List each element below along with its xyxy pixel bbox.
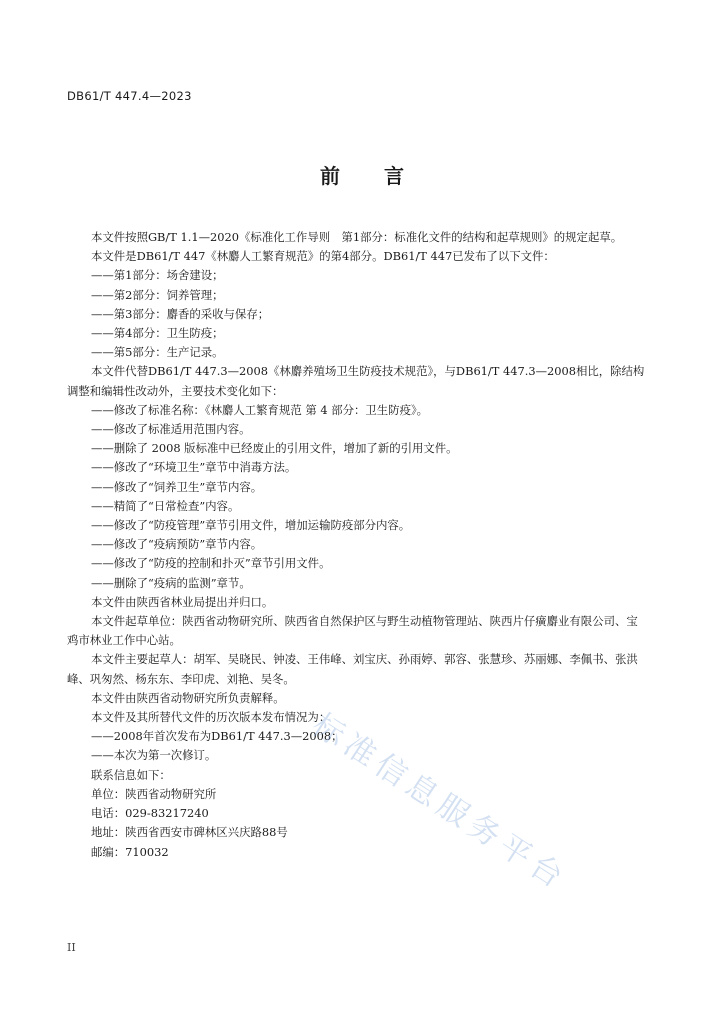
list-item: ——第3部分：麝香的采收与保存； (91, 306, 270, 321)
list-item: ——第2部分：饲养管理； (91, 287, 224, 302)
paragraph-part-of-series: 本文件是DB61/T 447《林麝人工繁育规范》的第4部分。DB61/T 447已发布了以下文件： (91, 249, 555, 264)
contact-phone: 电话：029-83217240 (91, 806, 209, 821)
contact-address: 地址：陕西省西安市碑林区兴庆路88号 (91, 825, 288, 840)
paragraph-replaces: 本文件代替DB61/T 447.3—2008《林麝养殖场卫生防疫技术规范》，与DB61/T 447.3—2008相比，除结构调整和编辑性改动外，主要技术变化如下： (67, 364, 645, 398)
page-number: II (67, 941, 76, 954)
list-item: ——第5部分：生产记录。 (91, 345, 224, 360)
list-item: ——修改了标准名称：《林麝人工繁育规范 第 4 部分：卫生防疫》。 (91, 402, 429, 417)
document-code: DB61/T 447.4—2023 (67, 89, 192, 103)
list-item: ——第4部分：卫生防疫； (91, 326, 224, 341)
list-item: ——删除了“疫病的监测”章节。 (91, 575, 251, 590)
list-item: ——修改了“饲养卫生”章节内容。 (91, 479, 263, 494)
contact-heading: 联系信息如下： (91, 767, 171, 782)
list-item: ——修改了“防疫管理”章节引用文件，增加运输防疫部分内容。 (91, 518, 411, 533)
page-title: 前言 (320, 164, 448, 188)
list-item: ——删除了 2008 版标准中已经废止的引用文件，增加了新的引用文件。 (91, 441, 458, 456)
contact-postcode: 邮编：710032 (91, 844, 169, 859)
paragraph-drafters: 本文件主要起草人：胡军、吴晓民、钟凌、王伟峰、刘宝庆、孙雨婷、郭容、张慧珍、苏丽娜、李佩书、张洪峰、巩匆然、杨东东、李印虎、刘艳、吴冬。 (67, 652, 638, 686)
watermark: 标准信息服务平台 (306, 706, 574, 899)
list-item: ——修改了“防疫的控制和扑灭”章节引用文件。 (91, 556, 331, 571)
paragraph-interpretation: 本文件由陕西省动物研究所负责解释。 (91, 690, 285, 705)
list-item: ——2008年首次发布为DB61/T 447.3—2008； (91, 729, 343, 744)
list-item: ——修改了标准适用范围内容。 (91, 422, 251, 437)
list-item: ——本次为第一次修订。 (91, 748, 217, 763)
list-item: ——修改了“环境卫生”章节中消毒方法。 (91, 460, 297, 475)
paragraph-drafting-units: 本文件起草单位：陕西省动物研究所、陕西省自然保护区与野生动植物管理站、陕西片仔癀麝业有限公司、宝鸡市林业工作中心站。 (67, 614, 638, 648)
list-item: ——修改了“疫病预防”章节内容。 (91, 537, 263, 552)
paragraph-drafting-rules: 本文件按照GB/T 1.1—2020《标准化工作导则 第1部分：标准化文件的结构和起草规则》的规定起草。 (91, 230, 623, 244)
contact-unit: 单位：陕西省动物研究所 (91, 786, 217, 801)
list-item: ——精简了“日常检查”内容。 (91, 498, 240, 513)
list-item: ——第1部分：场舍建设； (91, 268, 224, 283)
paragraph-proposed-by: 本文件由陕西省林业局提出并归口。 (91, 594, 274, 609)
paragraph-history: 本文件及其所替代文件的历次版本发布情况为： (91, 710, 331, 725)
